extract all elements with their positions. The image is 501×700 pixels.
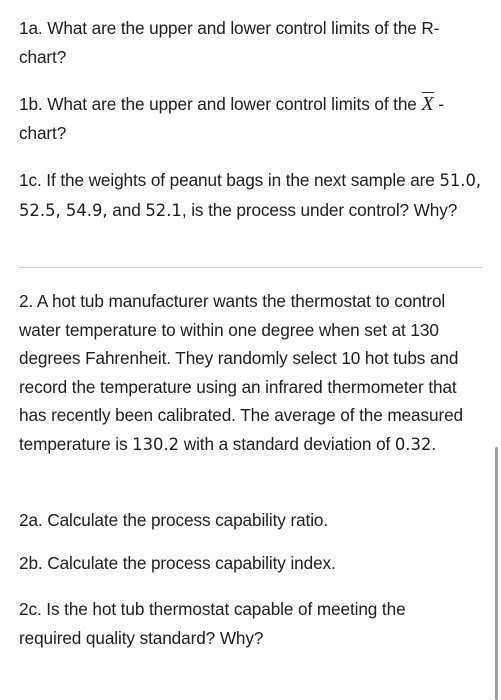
question-1b-text: 1b. What are the upper and lower control limits of the bbox=[19, 94, 422, 114]
sample-weights: 51.0, 52.5, 54.9, bbox=[19, 171, 482, 220]
question-2c bbox=[19, 595, 459, 652]
x-bar-symbol: X bbox=[421, 93, 434, 115]
question-1b bbox=[19, 90, 481, 147]
question-2a-text: 2a. Calculate the process capability ratio. bbox=[19, 510, 329, 530]
question-1c bbox=[19, 166, 484, 225]
sample-weight-last: 52.1 bbox=[145, 200, 182, 220]
scrollbar[interactable] bbox=[495, 447, 498, 700]
question-2 bbox=[19, 287, 484, 460]
question-1c-suffix: , is the process under control? Why? bbox=[181, 199, 458, 220]
section-divider bbox=[19, 267, 482, 268]
question-2a bbox=[19, 506, 489, 535]
question-2b-text: 2b. Calculate the process capability index. bbox=[19, 553, 336, 573]
question-2-text-3: . bbox=[431, 433, 437, 454]
question-2b bbox=[19, 549, 489, 578]
question-1c-and: and bbox=[107, 199, 146, 220]
question-1b-suffix: -chart? bbox=[19, 94, 444, 143]
question-1a bbox=[19, 14, 481, 71]
mean-temperature: 130.2 bbox=[132, 434, 180, 454]
question-2-text: 2. A hot tub manufacturer wants the thermostat to control water temperature to within one degree when set at 130 degrees Fahrenheit. They randomly select 10 hot tubs and record the temperature using an infrared thermometer that has recently been calibrated. The average of the measured temperature is bbox=[19, 291, 464, 454]
standard-deviation: 0.32 bbox=[394, 434, 432, 454]
question-1a-text: 1a. What are the upper and lower control limits of the R-chart? bbox=[19, 18, 440, 67]
question-2c-text: 2c. Is the hot tub thermostat capable of meeting the required quality standard? Why? bbox=[19, 599, 406, 648]
question-1c-text: 1c. If the weights of peanut bags in the next sample are bbox=[19, 170, 440, 190]
question-2-text-2: with a standard deviation of bbox=[179, 433, 395, 454]
